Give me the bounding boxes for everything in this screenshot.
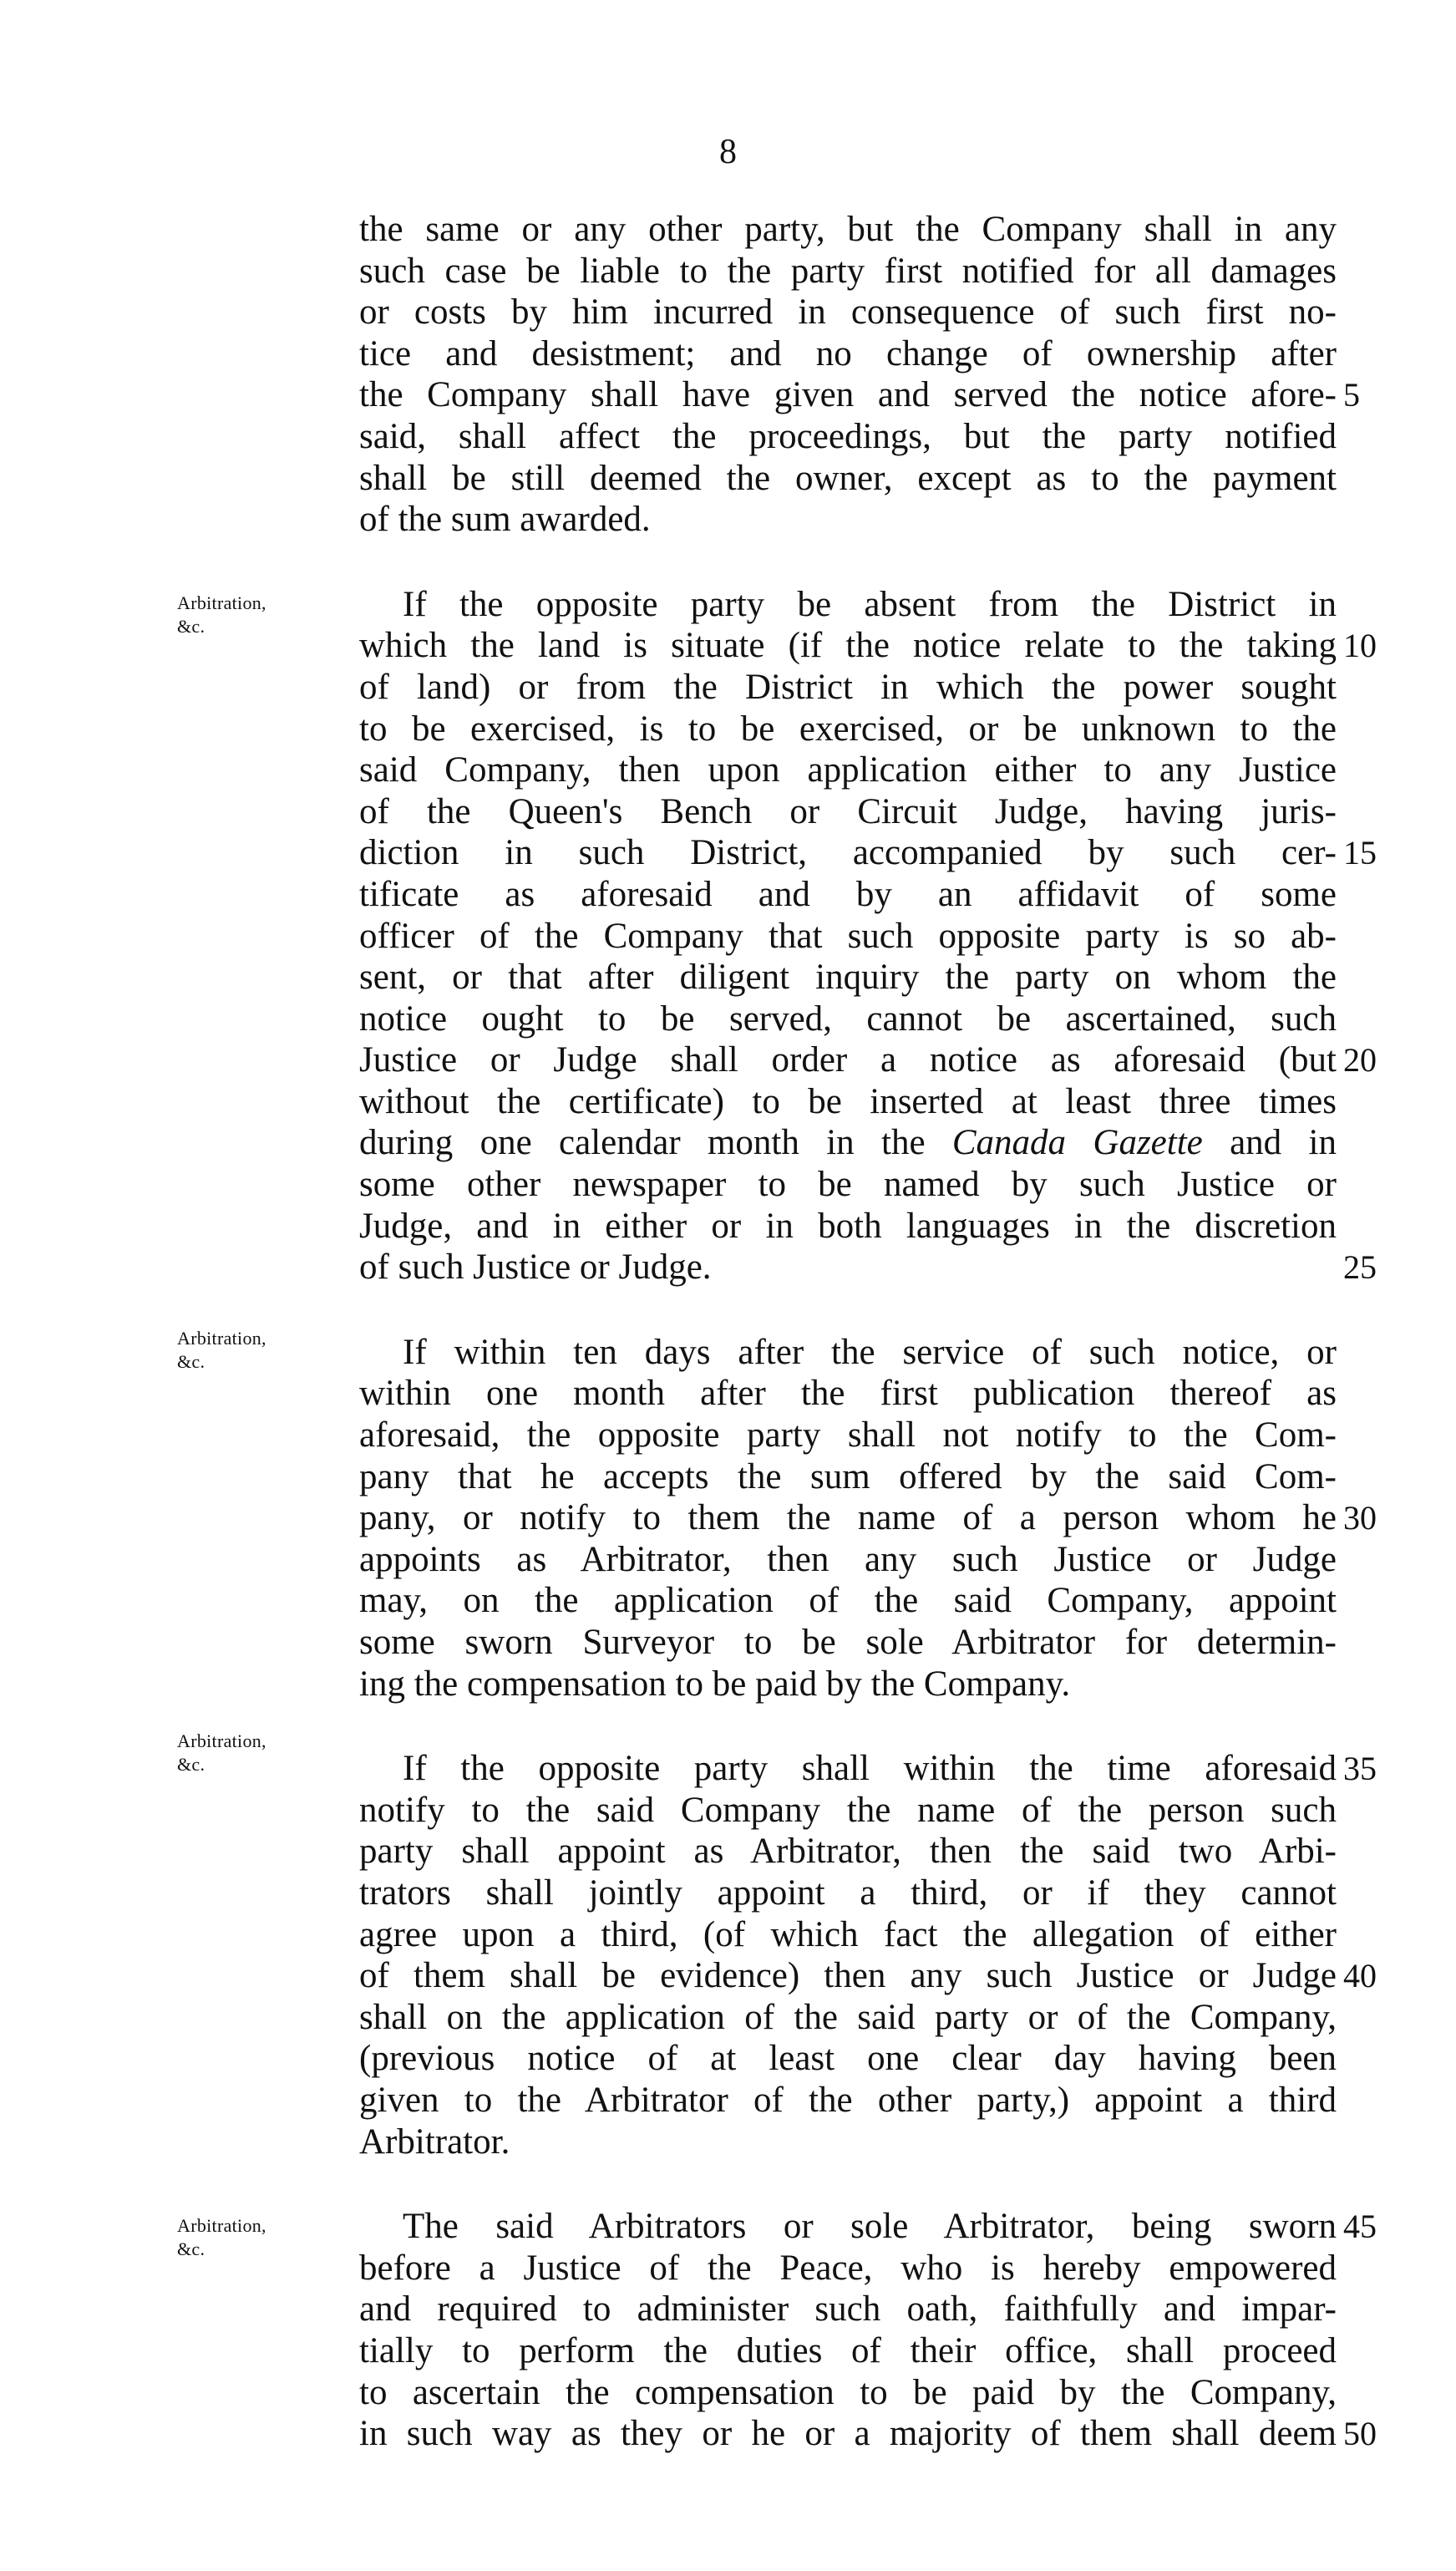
text-line: tice and desistment; and no change of ownership after bbox=[359, 333, 1337, 373]
text-line: shall on the application of the said party or of the Company, bbox=[359, 1997, 1337, 2037]
line-number: 40 bbox=[1343, 1957, 1377, 1995]
text-line: such case be liable to the party first notified for all damages bbox=[359, 251, 1337, 291]
line-number: 25 bbox=[1343, 1248, 1377, 1287]
text-line: said, shall affect the proceedings, but the party notified bbox=[359, 416, 1337, 456]
text-line: agree upon a third, (of which fact the allegation of either bbox=[359, 1914, 1337, 1954]
text-line: tially to perform the duties of their office, shall proceed bbox=[359, 2330, 1337, 2370]
text-line: pany that he accepts the sum offered by the said Com- bbox=[359, 1456, 1337, 1496]
main-text bbox=[359, 209, 1377, 2498]
side-note-title: Arbitration, bbox=[177, 592, 266, 613]
text-line: or costs by him incurred in consequence of such first no- bbox=[359, 292, 1337, 333]
line-number: 5 bbox=[1343, 376, 1360, 414]
line-number: 15 bbox=[1343, 834, 1377, 872]
text-line: the same or any other party, but the Company shall in any bbox=[359, 210, 1337, 249]
side-note-arbitration-3 bbox=[177, 1730, 344, 1776]
paragraph-4 bbox=[359, 1748, 1377, 2162]
text-line: which the land is situate (if the notice relate to the taking 10 bbox=[359, 626, 1377, 666]
side-note-etc: &c. bbox=[177, 1351, 205, 1372]
text-line: the Company shall have given and served the notice afore- 5 bbox=[359, 375, 1360, 415]
text-line: some other newspaper to be named by such Justice or bbox=[359, 1165, 1337, 1205]
line-number: 35 bbox=[1343, 1750, 1377, 1788]
side-note-title: Arbitration, bbox=[177, 2215, 266, 2236]
text-line: Judge, and in either or in both languages in the discretion bbox=[359, 1206, 1337, 1246]
text-line: during one calendar month in the Canada Gazette and in bbox=[359, 1123, 1337, 1163]
text-line: If within ten days after the service of such notice, or bbox=[403, 1332, 1337, 1372]
page-number: 8 bbox=[719, 133, 737, 171]
text-line: tificate as aforesaid and by an affidavit of some bbox=[359, 874, 1337, 914]
text-line: to ascertain the compensation to be paid by the Company, bbox=[359, 2372, 1337, 2412]
text-line: If the opposite party shall within the time aforesaid 35 bbox=[403, 1749, 1377, 1789]
canada-gazette-title: Canada Gazette bbox=[951, 1123, 1203, 1163]
line-number: 10 bbox=[1343, 627, 1377, 665]
text-line: of such Justice or Judge. 25 bbox=[359, 1247, 1377, 1288]
text-line: The said Arbitrators or sole Arbitrator, being sworn 45 bbox=[403, 2207, 1377, 2247]
text-line: some sworn Surveyor to be sole Arbitrator for determin- bbox=[359, 1623, 1337, 1662]
side-note-etc: &c. bbox=[177, 2238, 205, 2259]
side-note-arbitration-1 bbox=[177, 592, 344, 638]
side-note-etc: &c. bbox=[177, 616, 205, 637]
text-line: (previous notice of at least one clear day having been bbox=[359, 2039, 1337, 2079]
text-line: said Company, then upon application either to any Justice bbox=[359, 750, 1337, 790]
text-line: given to the Arbitrator of the other party,) appoint a third bbox=[359, 2080, 1337, 2120]
text-line: Arbitrator. bbox=[359, 2121, 510, 2162]
line-number: 20 bbox=[1343, 1041, 1377, 1080]
text-line: to be exercised, is to be exercised, or be unknown to the bbox=[359, 709, 1337, 749]
side-note-title: Arbitration, bbox=[177, 1730, 266, 1751]
text-line: party shall appoint as Arbitrator, then the said two Arbi- bbox=[359, 1832, 1337, 1872]
text-line: and required to administer such oath, faithfully and impar- bbox=[359, 2289, 1337, 2330]
line-number: 30 bbox=[1343, 1499, 1377, 1537]
text-line: shall be still deemed the owner, except as to the payment bbox=[359, 458, 1337, 498]
text-line: notify to the said Company the name of the person such bbox=[359, 1790, 1337, 1830]
text-line: Justice or Judge shall order a notice as aforesaid (but 20 bbox=[359, 1040, 1377, 1080]
text-line: diction in such District, accompanied by such cer- 15 bbox=[359, 833, 1377, 873]
text-line: ing the compensation to be paid by the Company. bbox=[359, 1664, 1071, 1704]
paragraph-2 bbox=[359, 584, 1377, 1288]
text-line: pany, or notify to them the name of a person whom he 30 bbox=[359, 1498, 1377, 1538]
text-line: of land) or from the District in which the power sought bbox=[359, 667, 1337, 707]
side-note-etc: &c. bbox=[177, 1754, 205, 1775]
text-line: sent, or that after diligent inquiry the party on whom the bbox=[359, 958, 1337, 998]
side-note-arbitration-2 bbox=[177, 1327, 344, 1374]
text-line: trators shall jointly appoint a third, or if they cannot bbox=[359, 1872, 1337, 1913]
text-line: of the Queen's Bench or Circuit Judge, having juris- bbox=[359, 791, 1337, 831]
text-line: notice ought to be served, cannot be ascertained, such bbox=[359, 998, 1337, 1039]
text-line: before a Justice of the Peace, who is hereby empowered bbox=[359, 2248, 1337, 2288]
line-number: 50 bbox=[1343, 2415, 1377, 2453]
text-line: of them shall be evidence) then any such Justice or Judge 40 bbox=[359, 1956, 1377, 1996]
side-note-arbitration-4 bbox=[177, 2214, 344, 2261]
text-line: without the certificate) to be inserted at least three times bbox=[359, 1081, 1337, 1121]
text-line: in such way as they or he or a majority of them shall deem 50 bbox=[359, 2414, 1377, 2454]
text-line: officer of the Company that such opposite party is so ab- bbox=[359, 916, 1337, 956]
line-number: 45 bbox=[1343, 2208, 1377, 2246]
text-line: within one month after the first publication thereof as bbox=[359, 1374, 1337, 1414]
text-line: of the sum awarded. bbox=[359, 500, 651, 540]
paragraph-1 bbox=[359, 209, 1360, 541]
side-note-title: Arbitration, bbox=[177, 1328, 266, 1349]
text-line: may, on the application of the said Company, appoint bbox=[359, 1581, 1337, 1621]
paragraph-3 bbox=[359, 1332, 1377, 1705]
text-line: appoints as Arbitrator, then any such Justice or Judge bbox=[359, 1539, 1337, 1579]
text-line: aforesaid, the opposite party shall not notify to the Com- bbox=[359, 1415, 1337, 1456]
text-line: If the opposite party be absent from the District in bbox=[403, 584, 1337, 624]
paragraph-5 bbox=[359, 2206, 1377, 2455]
